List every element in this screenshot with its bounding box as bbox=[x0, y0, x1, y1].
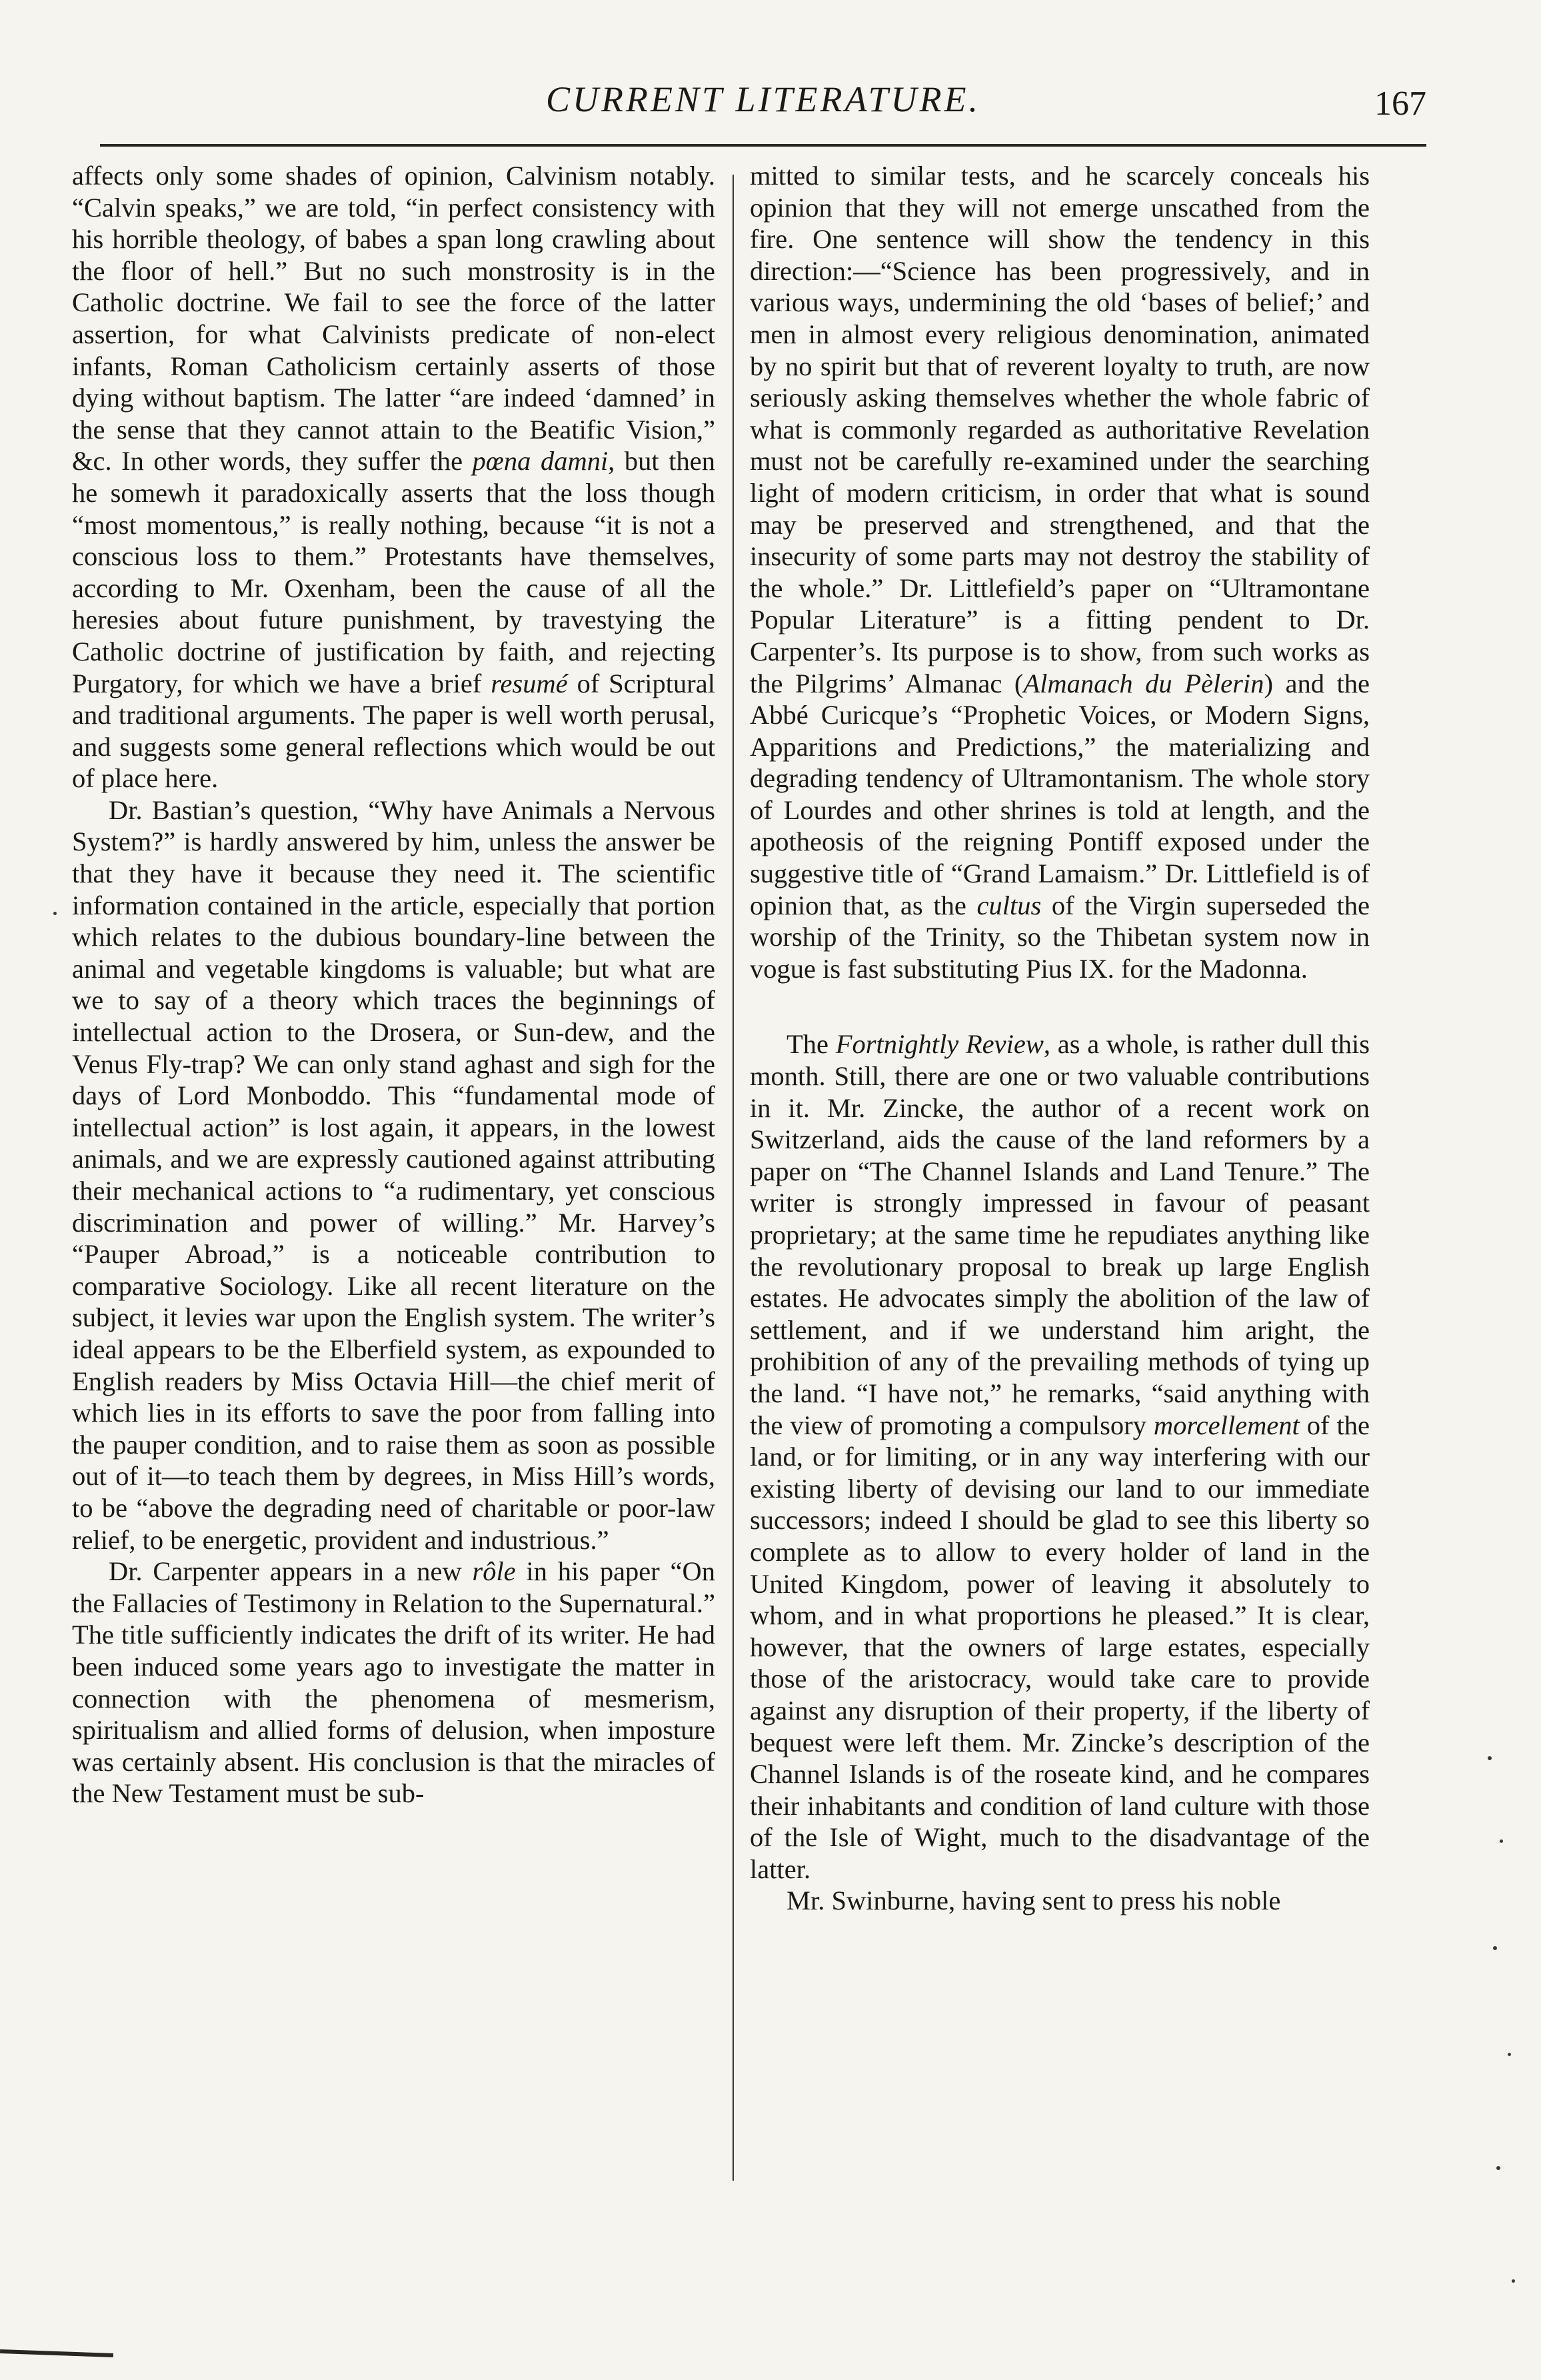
scan-speck bbox=[1493, 1946, 1497, 1950]
text-run: affects only some shades of opinion, Calvinism notably. “Calvin speaks,” we are told, “in perfect consistency with his horrible theology, of babes a span long crawling about the floor of hell.” But no such monstrosity is in the Catholic doctrine. We fail to see the force of the latter assertion, for what Calvinists predicate of non-elect infants, Roman Catholicism certainly asserts of those dying without baptism. The latter “are indeed ‘damned’ in the sense that they cannot attain to the Beatific Vision,” &c. In other words, they suffer the bbox=[72, 161, 715, 477]
italic-term: cultus bbox=[976, 890, 1042, 920]
italic-term: Fortnightly Review bbox=[835, 1029, 1044, 1060]
text-run: of Scriptural and traditional arguments. The paper is well worth perusal, and suggests some general reflections which would be out of place here. bbox=[72, 668, 715, 794]
text-run: , as a whole, is rather dull this month. Still, there are one or two valuable contributions in it. Mr. Zincke, the author of a recent work on Switzerland, aids the cause of the land reformers by a paper on “The Channel Islands and Land Tenure.” The writer is strongly impressed in favour of peasant proprietary; at the same time he repudiates anything like the revolutionary proposal to break up large English estates. He advocates simply the abolition of the law of settlement, and if we understand him aright, the prohibition of any of the prevailing methods of tying up the land. “I have not,” he remarks, “said anything with the view of promoting a compulsory bbox=[750, 1029, 1370, 1440]
header-rule bbox=[100, 144, 1426, 147]
text-run: of the land, or for limiting, or in any way interfering with our existing liberty of devising our land to our immediate successors; indeed I should be glad to see this liberty so complete as to allow to every holder of land in the United Kingdom, power of leaving it absolutely to whom, and in what proportions he pleased.” It is clear, however, that the owners of large estates, especially those of the aristocracy, would take care to provide against any disruption of their property, if the liberty of bequest were left them. Mr. Zincke’s description of the Channel Islands is of the roseate kind, and he compares their inhabitants and condition of land culture with those of the Isle of Wight, much to the disadvantage of the latter. bbox=[750, 1410, 1370, 1884]
scan-edge-mark bbox=[0, 2349, 113, 2357]
text-run: The bbox=[786, 1029, 836, 1060]
paragraph-swinburne: Mr. Swinburne, having sent to press his noble bbox=[786, 1885, 1281, 1916]
right-column bbox=[750, 160, 1370, 2293]
italic-term: Almanach du Pèlerin bbox=[1023, 668, 1264, 698]
text-run: of the Virgin superseded the worship of the Trinity, so the Thibetan system now in vogue is fast substituting Pius IX. for the Madonna. bbox=[750, 890, 1370, 984]
scan-speck bbox=[1512, 2279, 1515, 2283]
italic-term: rôle bbox=[472, 1556, 516, 1587]
left-column bbox=[72, 160, 715, 2293]
scan-speck bbox=[1500, 1839, 1503, 1843]
paragraph-fortnightly bbox=[750, 1028, 1370, 1885]
running-title: CURRENT LITERATURE. bbox=[545, 79, 981, 119]
paragraph-oxenham bbox=[72, 160, 715, 794]
italic-term: pœna damni bbox=[472, 446, 609, 477]
paragraph-bastian: Dr. Bastian’s question, “Why have Animals a Nervous System?” is hardly answered by him, unless the answer be that they have it because they need it. The scientific information contained in the article, especially that portion which relates to the dubious boundary-line between the animal and vegetable kingdoms is valuable; but what are we to say of a theory which traces the beginnings of intellectual action to the Drosera, or Sun-dew, and the Venus Fly-trap? We can only stand aghast and sigh for the days of Lord Monboddo. This “fundamental mode of intellectual action” is lost again, it appears, in the lowest animals, and we are expressly cautioned against attributing their mechanical actions to “a rudimentary, yet conscious discrimination and power of willing.” Mr. Harvey’s “Pauper Abroad,” is a noticeable contribution to comparative Sociology. Like all recent literature on the subject, it levies war upon the English system. The writer’s ideal appears to be the Elberfield system, as expounded to English readers by Miss Octavia Hill—the chief merit of which lies in its efforts to save the poor from falling into the pauper condition, and to raise them as soon as possible out of it—to teach them by degrees, in Miss Hill’s words, to be “above the degrading need of charitable or poor-law relief, to be energetic, provident and industrious.” bbox=[72, 794, 715, 1555]
text-run: ) and the Abbé Curicque’s “Prophetic Voices, or Modern Signs, Apparitions and Predictions,” the materializing and degrading tendency of Ultramontanism. The whole story of Lourdes and other shrines is told at length, and the apotheosis of the reigning Pontiff exposed under the suggestive title of “Grand Lamaism.” Dr. Littlefield is of opinion that, as the bbox=[750, 668, 1370, 920]
paragraph-littlefield bbox=[750, 160, 1370, 984]
paragraph-carpenter bbox=[72, 1556, 715, 1809]
scan-speck bbox=[1496, 2166, 1500, 2170]
italic-term: morcellement bbox=[1153, 1410, 1300, 1440]
text-run: Dr. Carpenter appears in a new bbox=[109, 1556, 473, 1587]
page-number: 167 bbox=[1374, 85, 1426, 123]
text-run: in his paper “On the Fallacies of Testimony in Relation to the Supernatural.” The title sufficiently indicates the drift of its writer. He had been induced some years ago to investigate the matter in connection with the phenomena of mesmerism, spiritualism and allied forms of delusion, when imposture was certainly absent. His conclusion is that the miracles of the New Testament must be sub- bbox=[72, 1556, 715, 1809]
scan-speck bbox=[1508, 2053, 1511, 2056]
page-header bbox=[100, 79, 1426, 139]
column-divider bbox=[733, 175, 734, 2181]
scan-speck bbox=[53, 912, 57, 915]
text-run: , but then he somewh it paradoxically asserts that the loss though “most momentous,” is really nothing, because “it is not a conscious loss to them.” Protestants have themselves, according to Mr. Oxenham, been the cause of all the heresies about future punishment, by travestying the Catholic doctrine of justification by faith, and rejecting Purgatory, for which we have a brief bbox=[72, 446, 715, 698]
scan-speck bbox=[1488, 1756, 1492, 1760]
italic-term: resumé bbox=[491, 668, 568, 698]
text-run: mitted to similar tests, and he scarcely conceals his opinion that they will not emerge unscathed from the fire. One sentence will show the tendency in this direction:—“Science has been progressively, and in various ways, undermining the old ‘bases of belief;’ and men in almost every religious denomination, animated by no spirit but that of reverent loyalty to truth, are now seriously asking themselves whether the whole fabric of what is commonly regarded as authoritative Revelation must not be carefully re-examined under the searching light of modern criticism, in order that what is sound may be preserved and strengthened, and that the insecurity of some parts may not destroy the stability of the whole.” Dr. Littlefield’s paper on “Ultramontane Popular Literature” is a fitting pendent to Dr. Carpenter’s. Its purpose is to show, from such works as the Pilgrims’ Almanac ( bbox=[750, 161, 1370, 698]
